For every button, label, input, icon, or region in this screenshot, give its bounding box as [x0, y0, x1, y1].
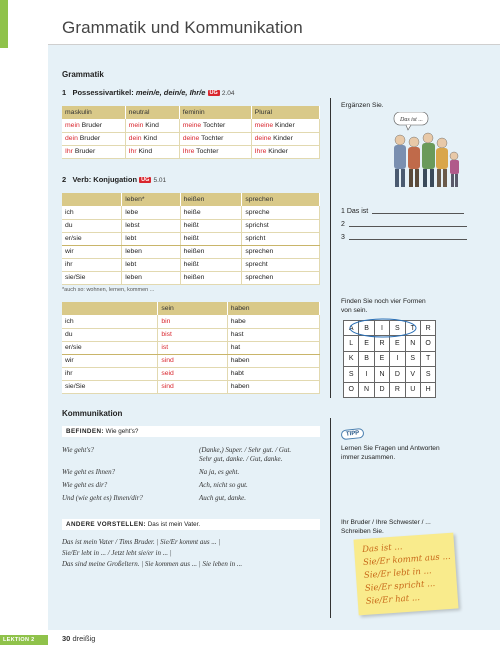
- vorstellen-line: Das ist mein Vater / Tims Bruder. | Sie/Er kommt aus ... |: [62, 538, 221, 546]
- vorstellen-line: Sie/Er lebt in ... / Jetzt lebt sie/er in ... |: [62, 549, 172, 557]
- exercise-number: 2: [62, 175, 67, 184]
- table-row: [62, 328, 320, 341]
- column-header: [62, 302, 158, 315]
- table-cell: sprechen: [242, 245, 320, 258]
- noun: Kind: [143, 121, 159, 129]
- table-cell: lebst: [122, 219, 180, 232]
- exercise-1-heading: [62, 88, 235, 97]
- table-cell: sind: [158, 354, 227, 367]
- table-cell: bist: [158, 328, 227, 341]
- table-row: [62, 341, 320, 354]
- table-cell: heiße: [180, 206, 242, 219]
- noun: Tochter: [194, 148, 219, 155]
- sticky-note: [353, 533, 458, 616]
- befinden-q: Und (wie geht es) Ihnen/dir?: [62, 494, 143, 502]
- table-cell: heißen: [180, 271, 242, 284]
- letter-cell: U: [405, 382, 420, 397]
- grammatik-heading: Grammatik: [62, 70, 104, 79]
- table-cell: heißen: [180, 245, 242, 258]
- table-cell: du: [62, 219, 122, 232]
- noun: Kinder: [271, 135, 293, 142]
- table-row: [62, 145, 320, 158]
- letter-cell: S: [390, 321, 405, 336]
- tipp-badge: TIPP: [341, 428, 365, 440]
- grammar-ref: 2.04: [221, 90, 235, 97]
- table-cell: [62, 145, 125, 158]
- table-cell: sie/Sie: [62, 380, 158, 393]
- grammar-ref: 5.01: [153, 177, 167, 184]
- column-divider: [330, 418, 331, 618]
- ergaenzen-instruction: Ergänzen Sie.: [341, 102, 384, 109]
- noun: Bruder: [77, 135, 101, 142]
- vorstellen-line: Das sind meine Großeltern. | Sie kommen aus ... | Sie leben in ...: [62, 560, 243, 568]
- letter-cell: R: [390, 382, 405, 397]
- footnote: *auch so: wohnen, lernen, kommen ...: [62, 287, 155, 293]
- letter-cell: E: [359, 336, 374, 351]
- table-cell: er/sie: [62, 341, 158, 354]
- noun: Kind: [141, 135, 158, 142]
- page-number: [62, 634, 95, 643]
- table-cell: habt: [227, 367, 319, 380]
- table-cell: haben: [227, 354, 319, 367]
- table-cell: ihr: [62, 367, 158, 380]
- table-cell: [125, 145, 179, 158]
- fill-blank-line[interactable]: [349, 226, 467, 227]
- table-cell: sprecht: [242, 258, 320, 271]
- noun: Tochter: [201, 121, 226, 129]
- table-cell: sie/Sie: [62, 271, 122, 284]
- column-header: leben*: [122, 193, 180, 206]
- grid-row: [344, 351, 436, 366]
- fill-blank-line[interactable]: [372, 213, 464, 214]
- letter-cell: B: [359, 321, 374, 336]
- table-cell: [179, 132, 251, 145]
- possessive-article: mein: [65, 121, 80, 129]
- table-cell: bin: [158, 315, 227, 328]
- fill-item-label: 1 Das ist: [341, 208, 369, 215]
- table-row: [62, 258, 320, 271]
- letter-cell: A: [344, 321, 359, 336]
- column-divider: [330, 98, 331, 398]
- befinden-a: Sehr gut, danke. / Gut, danke.: [199, 455, 283, 463]
- befinden-question: Wie geht's?: [105, 428, 139, 435]
- table-cell: lebe: [122, 206, 180, 219]
- table-row: [62, 132, 320, 145]
- lektion-tab: LEKTION 2: [0, 635, 48, 645]
- possessive-article: meine: [182, 121, 202, 129]
- finden-line: Finden Sie noch vier Formen: [341, 298, 426, 305]
- column-header: maskulin: [62, 106, 125, 119]
- possessive-article: mein: [128, 121, 144, 129]
- table-row: [62, 232, 320, 245]
- befinden-q: Wie geht's?: [62, 446, 95, 454]
- table-cell: leben: [122, 271, 180, 284]
- table-cell: leben: [122, 245, 180, 258]
- grammar-ref-tag: ÜG: [209, 90, 218, 96]
- vorstellen-label: ANDERE VORSTELLEN:: [66, 521, 146, 528]
- letter-cell: T: [420, 351, 435, 366]
- chapter-color-strip: [0, 0, 8, 48]
- exercise-number: 1: [62, 88, 67, 97]
- table-cell: haben: [227, 380, 319, 393]
- befinden-bar: [62, 426, 320, 437]
- exercise-2-heading: [62, 175, 166, 184]
- table-cell: lebt: [122, 232, 180, 245]
- page-title: Grammatik und Kommunikation: [62, 18, 303, 37]
- column-header: haben: [227, 302, 319, 315]
- letter-cell: L: [344, 336, 359, 351]
- tipp-line: Lernen Sie Fragen und Antworten: [341, 445, 440, 452]
- table-cell: heißt: [180, 232, 242, 245]
- finden-instruction: [341, 297, 426, 315]
- table-cell: spreche: [242, 206, 320, 219]
- tipp-line: immer zusammen.: [341, 454, 396, 461]
- page-num-word: dreißig: [72, 634, 96, 643]
- letter-cell: O: [420, 336, 435, 351]
- family-illustration-icon: [386, 112, 462, 192]
- table-cell: spricht: [242, 232, 320, 245]
- letter-cell: D: [390, 367, 405, 382]
- sticky-line: Sie/Er hat ...: [365, 593, 421, 607]
- fill-item-3[interactable]: [341, 234, 467, 241]
- befinden-a: Na ja, es geht.: [199, 468, 240, 476]
- letter-cell: E: [390, 336, 405, 351]
- vorstellen-question: Das ist mein Vater.: [147, 521, 201, 528]
- sticky-line: Das ist ...: [361, 542, 403, 555]
- letter-cell: E: [374, 351, 389, 366]
- possessive-article: Ihre: [254, 148, 267, 155]
- exercise-forms: mein/e, dein/e, Ihr/e: [135, 88, 206, 97]
- table-cell: sprichst: [242, 219, 320, 232]
- table-row: [62, 119, 320, 132]
- fill-item-label: 3: [341, 234, 345, 241]
- table-cell: lebt: [122, 258, 180, 271]
- noun: Kinder: [266, 148, 288, 155]
- noun: Kinder: [273, 121, 295, 129]
- table-row: [62, 245, 320, 258]
- letter-cell: O: [344, 382, 359, 397]
- table-cell: [125, 132, 179, 145]
- table-cell: sind: [158, 380, 227, 393]
- bruder-line: Schreiben Sie.: [341, 528, 384, 535]
- letter-cell: V: [405, 367, 420, 382]
- column-header: sprechen: [242, 193, 320, 206]
- table-cell: wir: [62, 354, 158, 367]
- possessive-article: dein: [65, 135, 78, 142]
- befinden-q: Wie geht es dir?: [62, 481, 108, 489]
- sticky-line: Sie/Er lebt in ...: [363, 566, 432, 581]
- table-row: [62, 271, 320, 284]
- exercise-label: Possessivartikel:: [72, 88, 134, 97]
- table-row: [62, 315, 320, 328]
- fill-item-2[interactable]: [341, 221, 467, 228]
- table-cell: [251, 145, 319, 158]
- letter-cell: N: [405, 336, 420, 351]
- letter-cell: B: [359, 351, 374, 366]
- possessive-article: deine: [182, 135, 200, 142]
- column-header: feminin: [179, 106, 251, 119]
- sticky-line: Sie/Er kommt aus ...: [362, 551, 451, 568]
- possessive-article: meine: [254, 121, 274, 129]
- speech-bubble-text: Das ist ...: [400, 117, 423, 123]
- letter-cell: N: [359, 382, 374, 397]
- possessive-article: dein: [128, 135, 142, 142]
- table-cell: heißt: [180, 258, 242, 271]
- letter-cell: R: [420, 321, 435, 336]
- table-cell: [179, 119, 251, 132]
- possessive-article: Ihr: [65, 148, 73, 155]
- letter-cell: S: [420, 367, 435, 382]
- grid-row: [344, 382, 436, 397]
- grammar-ref-tag: ÜG: [141, 177, 150, 183]
- table-cell: [179, 145, 251, 158]
- possessive-article: Ihre: [182, 148, 195, 155]
- conjugation-table: [62, 193, 320, 285]
- finden-line: von sein.: [341, 307, 368, 314]
- befinden-label: BEFINDEN:: [66, 428, 104, 435]
- grid-row: [344, 336, 436, 351]
- table-cell: ihr: [62, 258, 122, 271]
- kommunikation-heading: Kommunikation: [62, 409, 123, 418]
- grid-row: [344, 367, 436, 382]
- letter-cell: I: [374, 321, 389, 336]
- befinden-a: (Danke,) Super. / Sehr gut. / Gut.: [199, 446, 292, 454]
- table-cell: [62, 119, 125, 132]
- table-cell: [251, 119, 319, 132]
- table-cell: heißt: [180, 219, 242, 232]
- exercise-label: Verb: Konjugation: [72, 175, 138, 184]
- column-header: sein: [158, 302, 227, 315]
- noun: Bruder: [79, 121, 103, 129]
- sein-haben-table: [62, 302, 320, 394]
- table-cell: [125, 119, 179, 132]
- noun: Kind: [136, 148, 153, 155]
- noun: Bruder: [72, 148, 96, 155]
- table-cell: du: [62, 328, 158, 341]
- letter-cell: S: [405, 351, 420, 366]
- vorstellen-bar: [62, 519, 320, 530]
- befinden-a: Auch gut, danke.: [199, 494, 247, 502]
- table-cell: seid: [158, 367, 227, 380]
- letter-cell: N: [374, 367, 389, 382]
- page-num-digits: 30: [62, 634, 71, 643]
- table-cell: ich: [62, 206, 122, 219]
- letter-cell: K: [344, 351, 359, 366]
- table-cell: wir: [62, 245, 122, 258]
- column-header: Plural: [251, 106, 319, 119]
- letter-cell: R: [374, 336, 389, 351]
- table-row: [62, 354, 320, 367]
- possessive-article: deine: [254, 135, 272, 142]
- befinden-q: Wie geht es Ihnen?: [62, 468, 116, 476]
- possessive-article: Ihr: [128, 148, 137, 155]
- bruder-line: Ihr Bruder / Ihre Schwester / ...: [341, 519, 431, 526]
- table-cell: ich: [62, 315, 158, 328]
- fill-item-1[interactable]: [341, 208, 464, 215]
- table-cell: ist: [158, 341, 227, 354]
- column-header: heißen: [180, 193, 242, 206]
- column-header: [62, 193, 122, 206]
- letter-cell: I: [390, 351, 405, 366]
- noun: Tochter: [199, 135, 224, 142]
- letter-cell: S: [344, 367, 359, 382]
- tipp-text: [341, 444, 440, 462]
- letter-cell: T: [405, 321, 420, 336]
- table-row: [62, 367, 320, 380]
- table-cell: er/sie: [62, 232, 122, 245]
- sticky-line: Sie/Er spricht ...: [364, 578, 436, 594]
- befinden-a: Ach, nicht so gut.: [199, 481, 248, 489]
- table-cell: hat: [227, 341, 319, 354]
- table-cell: [251, 132, 319, 145]
- fill-item-label: 2: [341, 221, 345, 228]
- table-row: [62, 206, 320, 219]
- letter-cell: I: [359, 367, 374, 382]
- fill-blank-line[interactable]: [349, 239, 467, 240]
- letter-cell: D: [374, 382, 389, 397]
- table-row: [62, 380, 320, 393]
- possessive-table: [62, 106, 320, 159]
- table-cell: habe: [227, 315, 319, 328]
- table-cell: [62, 132, 125, 145]
- table-row: [62, 219, 320, 232]
- bruder-instruction: [341, 518, 431, 536]
- table-cell: sprechen: [242, 271, 320, 284]
- circled-word-icon: [349, 318, 419, 338]
- letter-cell: H: [420, 382, 435, 397]
- table-cell: hast: [227, 328, 319, 341]
- column-header: neutral: [125, 106, 179, 119]
